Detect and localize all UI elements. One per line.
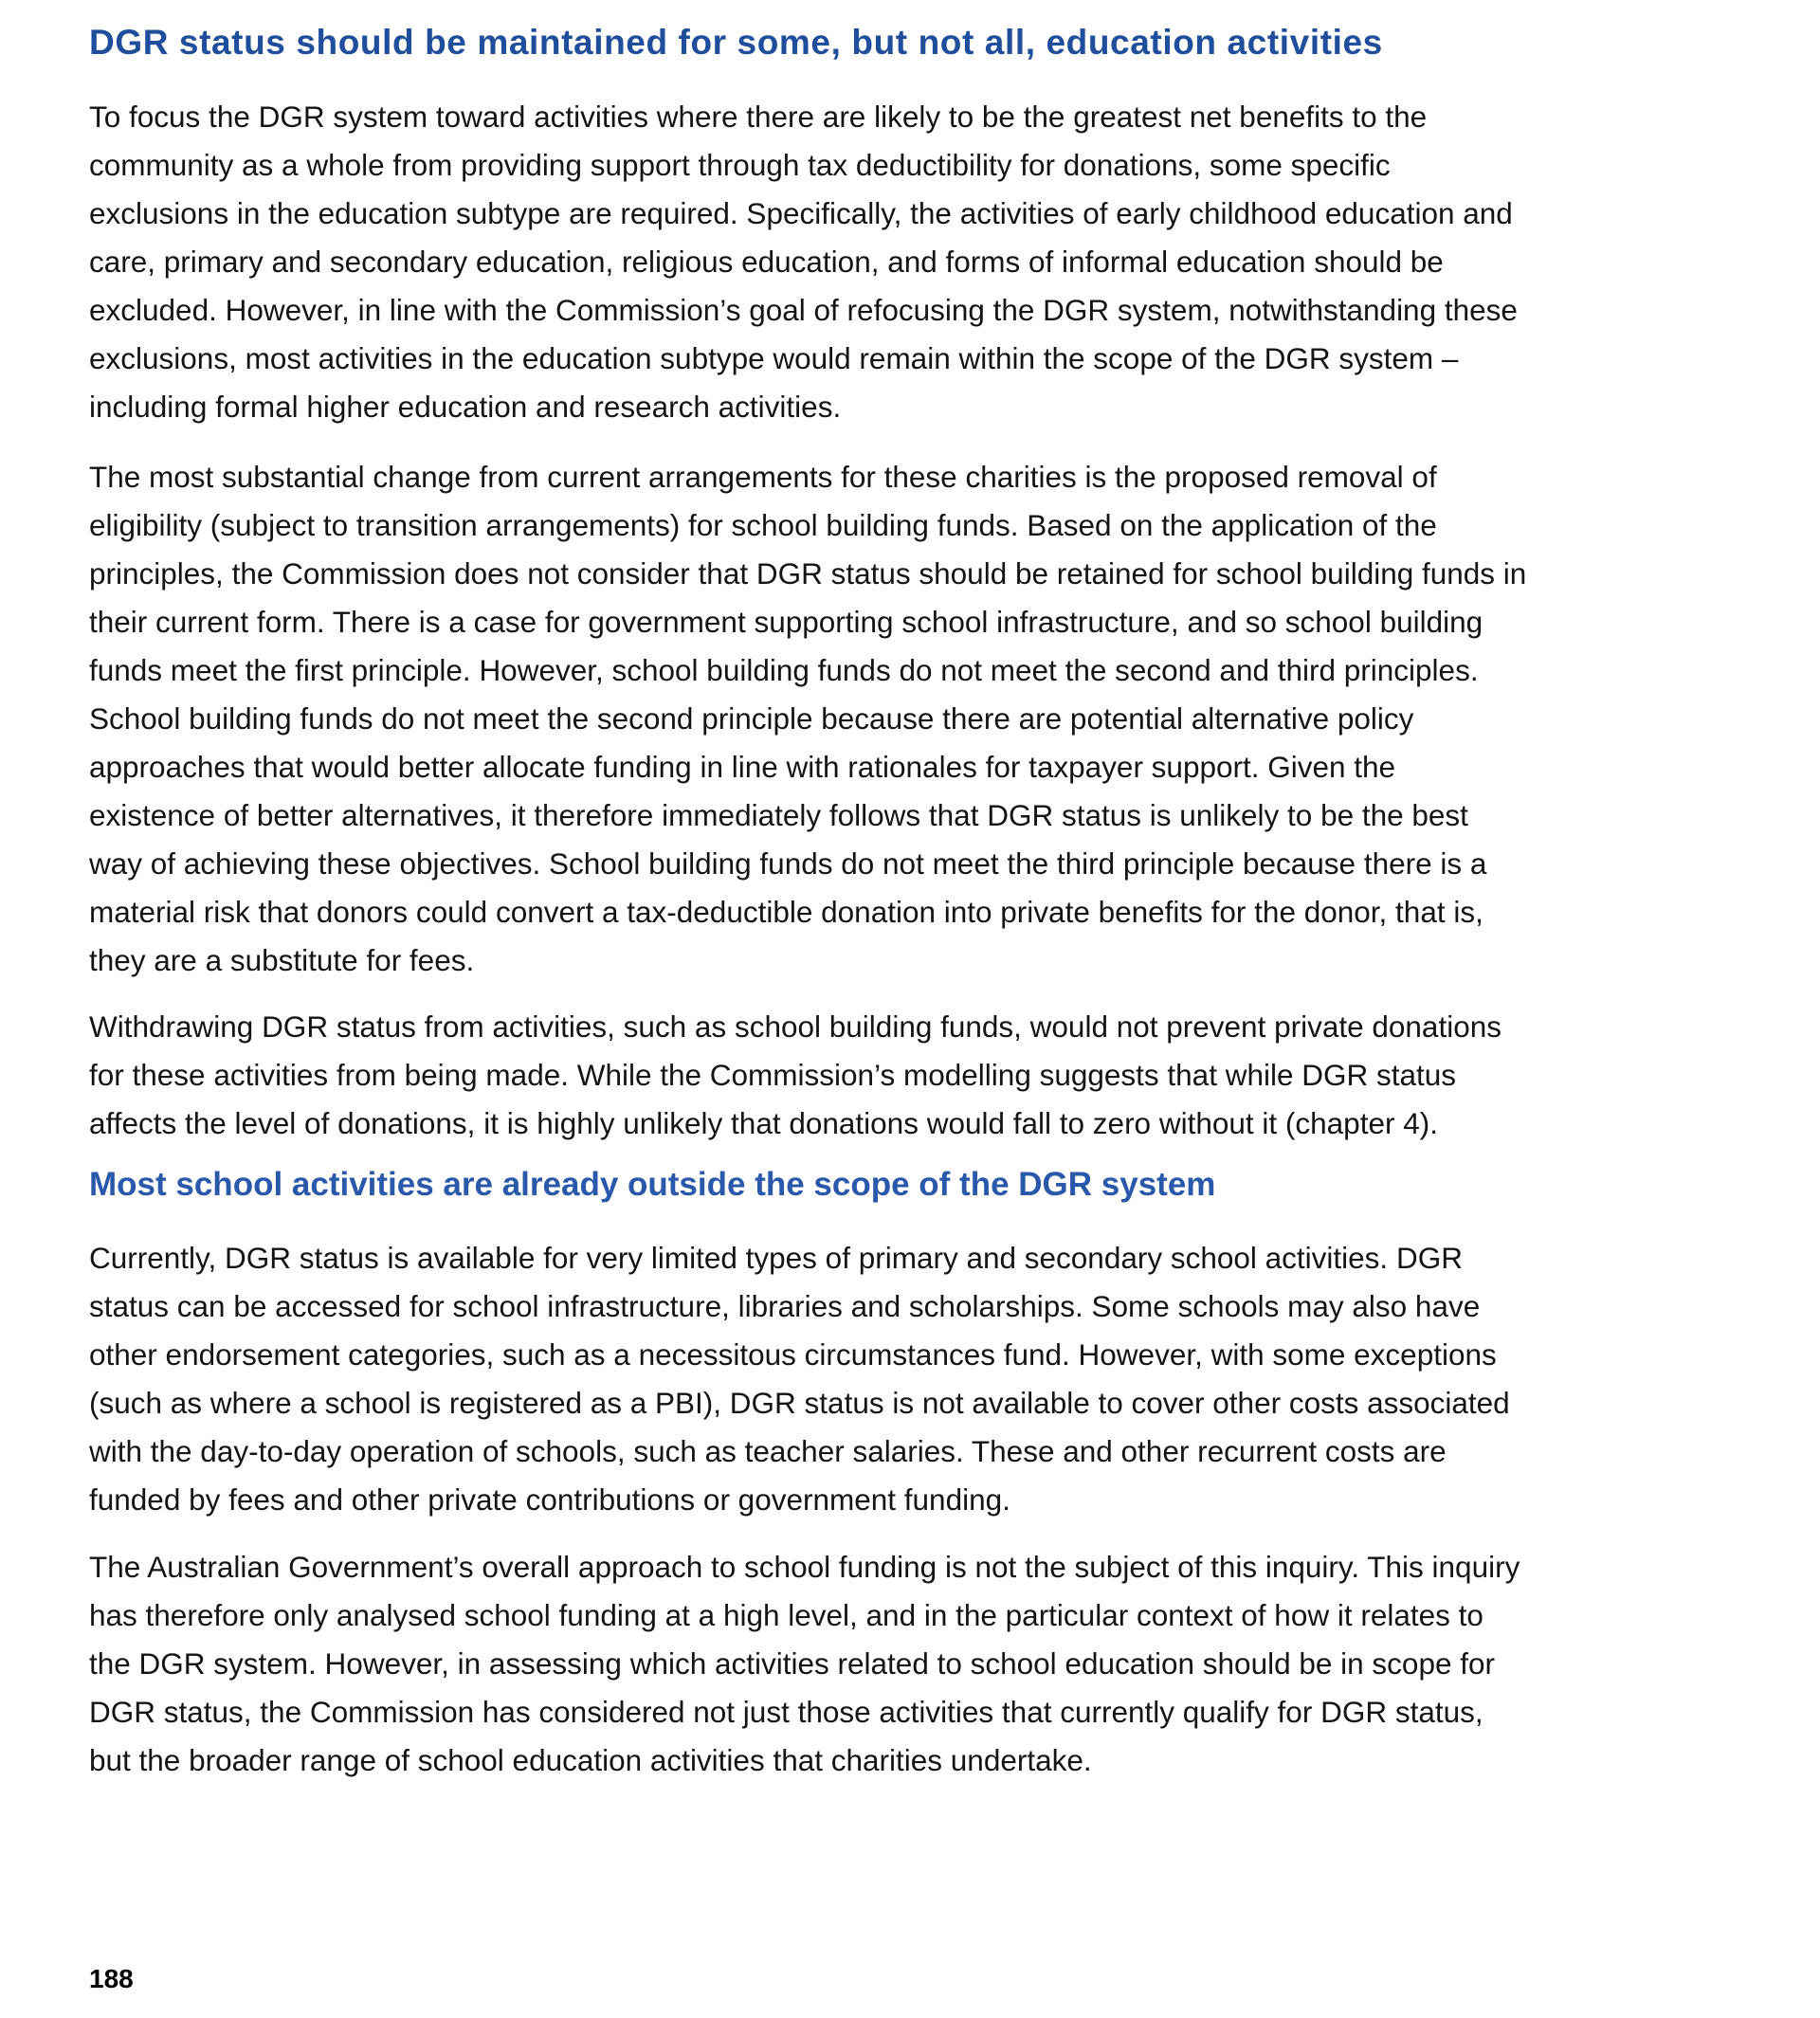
text-line: (such as where a school is registered as a PBI), DGR status is not available to cover other costs associated (89, 1386, 1510, 1420)
text-line: funded by fees and other private contributions or government funding. (89, 1482, 1010, 1517)
text-line: care, primary and secondary education, religious education, and forms of informal education should be (89, 245, 1444, 279)
text-line: but the broader range of school education activities that charities undertake. (89, 1743, 1092, 1777)
text-line: including formal higher education and research activities. (89, 390, 842, 424)
text-line: way of achieving these objectives. School building funds do not meet the third principle because there is a (89, 846, 1487, 881)
text-line: with the day-to-day operation of schools, such as teacher salaries. These and other recurrent costs are (89, 1434, 1447, 1468)
text-line: funds meet the first principle. However, school building funds do not meet the second and third principles. (89, 653, 1479, 687)
text-line: Withdrawing DGR status from activities, such as school building funds, would not prevent private donations (89, 1009, 1502, 1044)
text-line: for these activities from being made. While the Commission’s modelling suggests that while DGR status (89, 1058, 1457, 1092)
text-line: To focus the DGR system toward activities where there are likely to be the greatest net benefits to the (89, 100, 1428, 134)
text-line: their current form. There is a case for government supporting school infrastructure, and so school building (89, 605, 1483, 639)
text-line: community as a whole from providing support through tax deductibility for donations, some specific (89, 148, 1391, 182)
text-line: eligibility (subject to transition arrangements) for school building funds. Based on the application of the (89, 508, 1437, 542)
paragraph-school-building-funds (89, 453, 1786, 985)
text-line: has therefore only analysed school funding at a high level, and in the particular context of how it relates to (89, 1598, 1483, 1632)
paragraph-currently-dgr-status (89, 1234, 1786, 1524)
text-line: they are a substitute for fees. (89, 943, 475, 977)
text-line: Currently, DGR status is available for very limited types of primary and secondary school activities. DGR (89, 1241, 1463, 1275)
text-line: exclusions, most activities in the education subtype would remain within the scope of the DGR system – (89, 341, 1459, 375)
paragraph-australian-government (89, 1543, 1786, 1785)
text-line: School building funds do not meet the second principle because there are potential alternative policy (89, 701, 1414, 736)
text-line: affects the level of donations, it is highly unlikely that donations would fall to zero without it (chapter 4). (89, 1106, 1438, 1140)
text-line: The most substantial change from current arrangements for these charities is the proposed removal of (89, 460, 1437, 494)
section-heading-dgr-status: DGR status should be maintained for some, but not all, education activities (89, 23, 1383, 62)
paragraph-focus-dgr-system (89, 93, 1786, 431)
text-line: existence of better alternatives, it therefore immediately follows that DGR status is unlikely to be the best (89, 798, 1468, 832)
page-number: 188 (89, 1964, 134, 1993)
text-line: principles, the Commission does not consider that DGR status should be retained for school building funds in (89, 556, 1527, 591)
text-line: DGR status, the Commission has considered not just those activities that currently qualify for DGR status, (89, 1695, 1483, 1729)
text-line: approaches that would better allocate funding in line with rationales for taxpayer support. Given the (89, 750, 1396, 784)
section-heading-school-activities: Most school activities are already outside the scope of the DGR system (89, 1166, 1216, 1203)
text-line: other endorsement categories, such as a necessitous circumstances fund. However, with some exceptions (89, 1337, 1497, 1372)
text-line: exclusions in the education subtype are required. Specifically, the activities of early childhood education and (89, 196, 1513, 230)
text-line: excluded. However, in line with the Commission’s goal of refocusing the DGR system, notwithstanding these (89, 293, 1518, 327)
text-line: status can be accessed for school infrastructure, libraries and scholarships. Some schools may also have (89, 1289, 1481, 1323)
text-line: material risk that donors could convert a tax-deductible donation into private benefits for the donor, that is, (89, 895, 1483, 929)
text-line: the DGR system. However, in assessing which activities related to school education should be in scope for (89, 1646, 1495, 1681)
text-line: The Australian Government’s overall approach to school funding is not the subject of this inquiry. This inquiry (89, 1550, 1520, 1584)
paragraph-withdrawing-dgr (89, 1003, 1786, 1148)
